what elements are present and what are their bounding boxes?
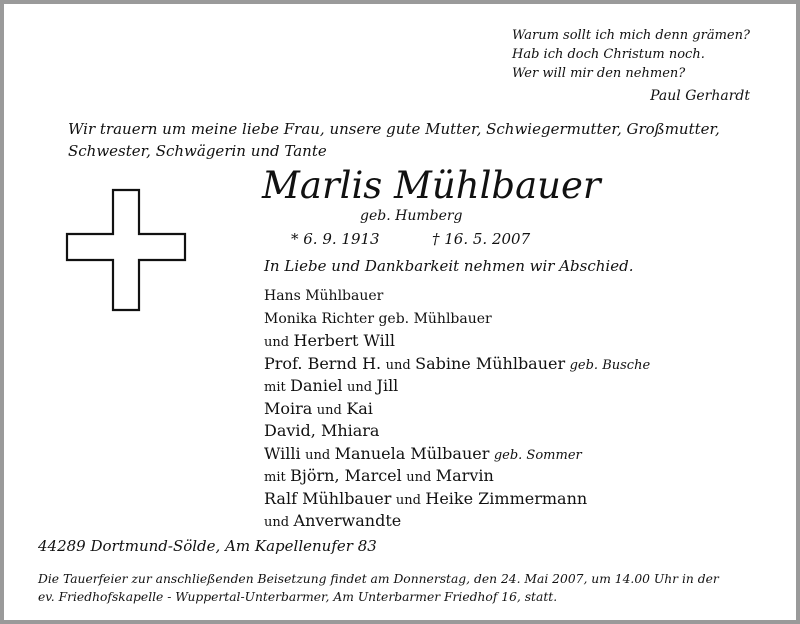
mourner-row <box>264 375 650 398</box>
mourner-name: Björn, Marcel <box>290 466 402 485</box>
mourner-name: Ralf Mühlbauer <box>264 488 392 508</box>
connector-text: und <box>264 335 290 350</box>
mourner-name: Kai <box>346 398 373 418</box>
poem-author: Paul Gerhardt <box>650 88 750 104</box>
birth-name: geb. Humberg <box>360 208 463 224</box>
death-date: † 16. 5. 2007 <box>432 230 531 248</box>
address: 44289 Dortmund-Sölde, Am Kapellenufer 83 <box>38 537 377 555</box>
mourner-row <box>264 308 650 331</box>
funeral-notice <box>38 570 719 606</box>
cross-icon <box>65 188 187 312</box>
poem-line: Hab ich doch Christum noch. <box>512 47 705 62</box>
mourner-row <box>264 285 650 308</box>
mourner-row <box>264 465 650 488</box>
birth-date: * 6. 9. 1913 <box>291 230 380 248</box>
mourner-name: Heike Zimmermann <box>425 488 588 508</box>
mourner-row <box>264 398 650 421</box>
mourner-row <box>264 353 650 376</box>
intro-line: Schwester, Schwägerin und Tante <box>68 142 327 160</box>
mourners-list <box>264 285 650 533</box>
mourner-name: David, Mhiara <box>264 421 380 440</box>
deceased-name: Marlis Mühlbauer <box>262 164 601 207</box>
farewell-text: In Liebe und Dankbarkeit nehmen wir Abschied. <box>264 257 634 275</box>
mourner-row <box>264 330 650 353</box>
mourner-name: Prof. Bernd H. <box>264 353 382 373</box>
connector-text: mit <box>264 380 286 395</box>
mourner-row <box>264 420 650 443</box>
mourner-name: Anverwandte <box>293 511 402 530</box>
poem-line: Wer will mir den nehmen? <box>512 66 686 81</box>
mourner-row <box>264 488 650 511</box>
birth-name-note: geb. Busche <box>569 357 651 373</box>
connector-text: und <box>406 470 432 485</box>
poem-line: Warum sollt ich mich denn grämen? <box>512 28 750 43</box>
mourner-name: Moira <box>264 398 313 418</box>
mourner-name: Sabine Mühlbauer <box>415 353 566 373</box>
mourner-row <box>264 443 650 466</box>
connector-text: und <box>264 515 290 530</box>
mourner-name: Jill <box>376 376 399 395</box>
connector-text: und <box>305 447 331 463</box>
connector-text: und <box>395 492 421 508</box>
mourner-name: Daniel <box>290 376 343 395</box>
connector-text: und <box>347 380 373 395</box>
connector-text: und <box>385 357 411 373</box>
mourner-name: Willi <box>264 443 301 463</box>
birth-name-note: geb. Sommer <box>493 447 582 463</box>
connector-text: und <box>316 402 342 418</box>
connector-text: mit <box>264 470 286 485</box>
notice-line: ev. Friedhofskapelle - Wuppertal-Unterbarmer, Am Unterbarmer Friedhof 16, statt. <box>38 590 558 604</box>
intro-text <box>68 118 748 162</box>
mourner-row <box>264 510 650 533</box>
poem-quote <box>512 26 750 83</box>
notice-line: Die Tauerfeier zur anschließenden Beisetzung findet am Donnerstag, den 24. Mai 2007, um 14.00 Uhr in der <box>38 572 719 586</box>
mourner-name: Hans Mühlbauer <box>264 288 384 304</box>
mourner-name: Herbert Will <box>293 331 395 350</box>
mourner-name: Manuela Mülbauer <box>334 443 490 463</box>
intro-line: Wir trauern um meine liebe Frau, unsere gute Mutter, Schwiegermutter, Großmutter, <box>68 120 720 138</box>
mourner-name: Monika Richter geb. Mühlbauer <box>264 310 492 327</box>
mourner-name: Marvin <box>435 466 494 485</box>
